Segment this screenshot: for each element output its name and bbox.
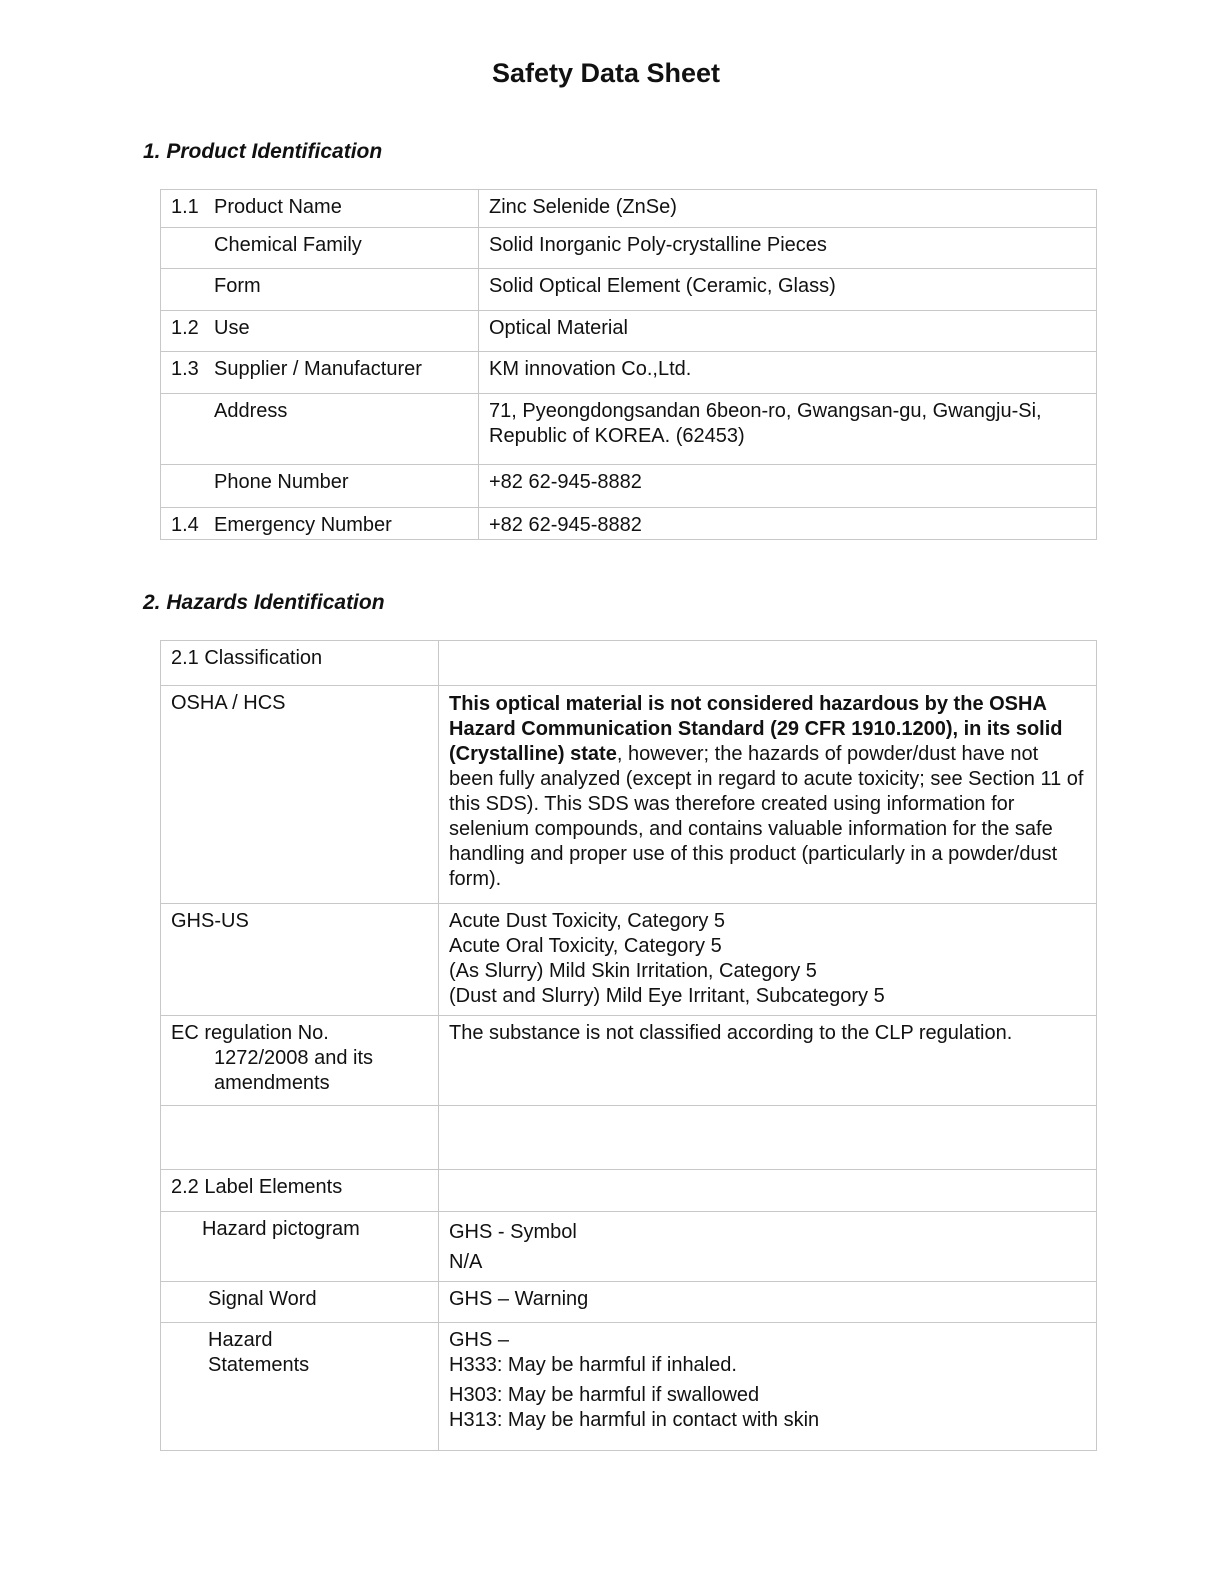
hazards-identification-table [160,640,1097,1451]
osha-statement: , however; the hazards of powder/dust have not been fully analyzed (except in regard to acute toxicity; see Section 11 of this SDS). This SDS was therefore created using information for selenium compounds, and contains valuable information for the safe handling and proper use of this product (particularly in a powder/dust form). [449,743,1084,890]
label-cell [161,1106,439,1170]
value-cell: 71, Pyeongdongsandan 6beon-ro, Gwangsan-gu, Gwangju-Si, Republic of KOREA. (62453) [479,394,1097,465]
value-cell: +82 62-945-8882 [479,508,1097,540]
pictogram-value: N/A [449,1251,483,1273]
value-cell [439,1106,1097,1170]
label-cell [161,1282,439,1323]
table-row [161,641,1097,686]
hazard-statement: H333: May be harmful if inhaled. [449,1354,737,1376]
table-row [161,394,1097,465]
label-cell: OSHA / HCS [161,686,439,904]
ghs-classification-line: Acute Oral Toxicity, Category 5 [449,935,722,957]
value-cell: +82 62-945-8882 [479,465,1097,508]
ec-label-rest: 1272/2008 and its amendments [214,1047,374,1094]
table-row [161,269,1097,311]
table-row [161,1282,1097,1323]
signal-word-label: Signal Word [208,1288,317,1310]
label-cell [161,228,479,269]
osha-bold-statement: This optical material is not considered hazardous by the OSHA Hazard Communication Standard (29 CFR 1910.1200), in its solid (Crystalline) state [449,693,1063,765]
label-cell [161,269,479,311]
table-row [161,228,1097,269]
table-row [161,1323,1097,1451]
section-1-heading: 1. Product Identification [143,140,383,163]
row-label: Supplier / Manufacturer [214,358,422,380]
value-cell: GHS – Warning [439,1282,1097,1323]
label-cell: 2.2 Label Elements [161,1170,439,1212]
label-cell: GHS-US [161,904,439,1016]
row-label: Form [214,275,261,297]
table-row [161,1106,1097,1170]
row-label: Product Name [214,196,342,218]
table-row [161,508,1097,540]
table-row [161,190,1097,228]
row-label: Address [214,400,288,422]
value-cell [439,904,1097,1016]
page-title: Safety Data Sheet [491,58,721,88]
pictogram-label: Hazard pictogram [202,1218,360,1240]
table-row [161,465,1097,508]
label-cell [161,352,479,394]
hazard-statements-label: Statements [208,1354,310,1376]
table-row [161,311,1097,352]
hazard-statements-label: Hazard [208,1329,273,1351]
value-cell [439,1323,1097,1451]
row-label: Emergency Number [214,514,392,536]
label-cell: 2.1 Classification [161,641,439,686]
value-cell: The substance is not classified according to the CLP regulation. [439,1016,1097,1106]
label-cell [161,190,479,228]
row-label: Chemical Family [214,234,362,256]
label-cell [161,311,479,352]
item-number: 1.3 [171,358,199,380]
item-number: 1.4 [171,514,199,536]
table-row [161,686,1097,904]
hazard-statement: H313: May be harmful in contact with skin [449,1409,820,1431]
value-cell: Optical Material [479,311,1097,352]
value-cell [439,641,1097,686]
value-cell [439,1212,1097,1282]
label-cell [161,394,479,465]
ghs-classification-line: (Dust and Slurry) Mild Eye Irritant, Subcategory 5 [449,985,885,1007]
label-cell [161,508,479,540]
row-label: Phone Number [214,471,349,493]
label-cell [161,1212,439,1282]
ghs-classification-line: (As Slurry) Mild Skin Irritation, Category 5 [449,960,817,982]
item-number: 1.2 [171,317,199,339]
table-row [161,352,1097,394]
item-number: 1.1 [171,196,199,218]
section-2-heading: 2. Hazards Identification [143,591,385,614]
value-cell: Solid Inorganic Poly-crystalline Pieces [479,228,1097,269]
table-row [161,1016,1097,1106]
table-row [161,1170,1097,1212]
pictogram-symbol: GHS - Symbol [449,1221,577,1243]
ec-label-first: EC regulation No. [171,1022,329,1044]
hazard-statement: GHS – [449,1329,510,1351]
label-cell [161,1016,439,1106]
label-cell [161,1323,439,1451]
value-cell: Zinc Selenide (ZnSe) [479,190,1097,228]
product-identification-table [160,189,1097,540]
value-cell [439,1170,1097,1212]
value-cell: KM innovation Co.,Ltd. [479,352,1097,394]
label-cell [161,465,479,508]
hazard-statement: H303: May be harmful if swallowed [449,1384,760,1406]
table-row [161,904,1097,1016]
table-row [161,1212,1097,1282]
value-cell: Solid Optical Element (Ceramic, Glass) [479,269,1097,311]
value-cell [439,686,1097,904]
row-label: Use [214,317,250,339]
ghs-classification-line: Acute Dust Toxicity, Category 5 [449,910,726,932]
